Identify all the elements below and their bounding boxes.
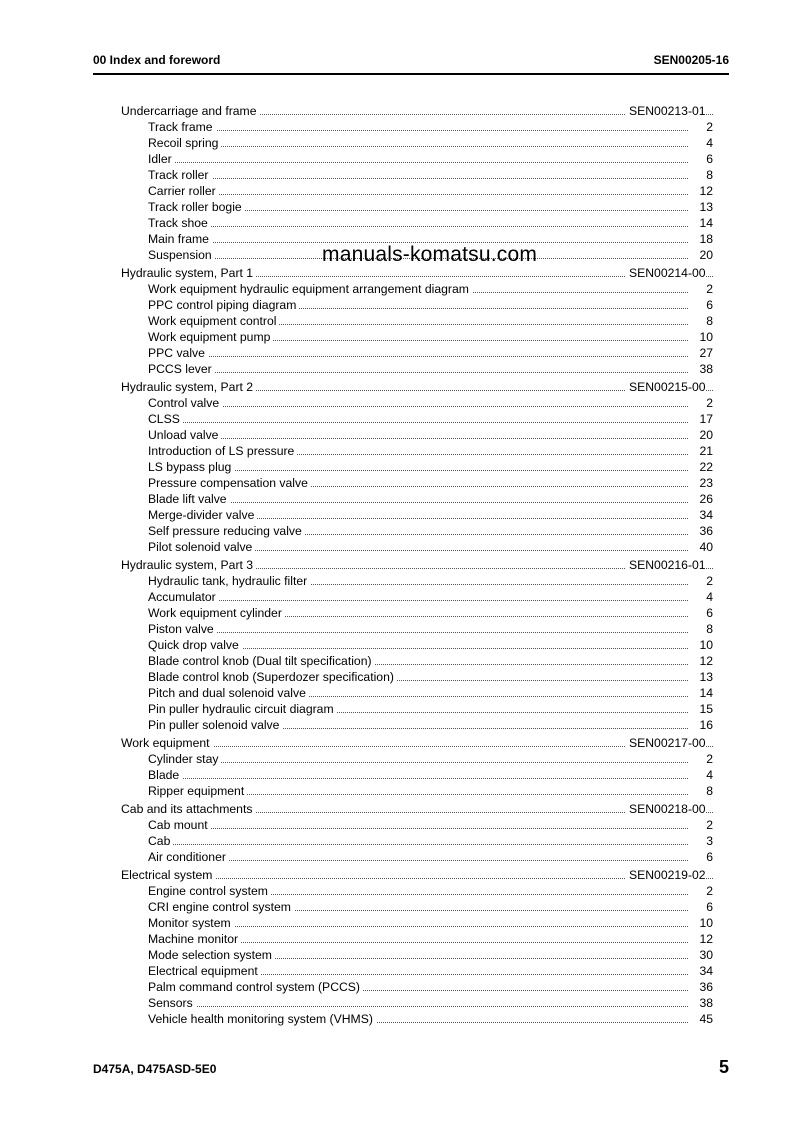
toc-item-title: Track roller bogie	[148, 199, 245, 215]
toc-item-row[interactable]	[0, 411, 794, 427]
toc-item-page: 8	[702, 167, 713, 183]
toc-section-code: SEN00217-00	[626, 735, 706, 751]
toc-item-row[interactable]	[0, 751, 794, 767]
toc-item-row[interactable]	[0, 605, 794, 621]
toc-item-row[interactable]	[0, 297, 794, 313]
toc-item-page: 10	[695, 329, 713, 345]
toc-item-page: 8	[702, 783, 713, 799]
toc-item-title: Engine control system	[148, 883, 271, 899]
toc-item-row[interactable]	[0, 979, 794, 995]
toc-item-row[interactable]	[0, 215, 794, 231]
toc-item-page: 4	[702, 589, 713, 605]
dot-leader	[148, 372, 688, 373]
toc-item-row[interactable]	[0, 539, 794, 555]
watermark-text: manuals-komatsu.com	[322, 243, 538, 266]
toc-item-title: Blade control knob (Dual tilt specification)	[148, 653, 375, 669]
toc-item-page: 13	[695, 199, 713, 215]
toc-item-page: 2	[702, 395, 713, 411]
toc-item-row[interactable]	[0, 395, 794, 411]
toc-item-title: Idler	[148, 151, 175, 167]
toc-item-page: 17	[695, 411, 713, 427]
toc-item-title: Introduction of LS pressure	[148, 443, 297, 459]
toc-section-title: Work equipment	[121, 735, 213, 751]
toc-item-page: 15	[695, 701, 713, 717]
toc-item-page: 26	[695, 491, 713, 507]
toc-item-row[interactable]	[0, 573, 794, 589]
toc-item-row[interactable]	[0, 767, 794, 783]
toc-item-title: Merge-divider valve	[148, 507, 257, 523]
toc-item-row[interactable]	[0, 931, 794, 947]
toc-item-page: 2	[702, 281, 713, 297]
toc-item-row[interactable]	[0, 783, 794, 799]
toc-item-page: 2	[702, 573, 713, 589]
toc-item-page: 4	[702, 135, 713, 151]
toc-item-title: Blade control knob (Superdozer specification)	[148, 669, 397, 685]
toc-item-row[interactable]	[0, 507, 794, 523]
toc-item-title: PPC control piping diagram	[148, 297, 299, 313]
toc-section-row[interactable]	[0, 265, 794, 281]
toc-item-title: Cylinder stay	[148, 751, 221, 767]
toc-item-title: Ripper equipment	[148, 783, 247, 799]
dot-leader	[148, 194, 688, 195]
toc-item-page: 23	[695, 475, 713, 491]
toc-item-title: Carrier roller	[148, 183, 219, 199]
toc-item-row[interactable]	[0, 1011, 794, 1027]
toc-item-page: 6	[702, 899, 713, 915]
toc-item-page: 12	[695, 653, 713, 669]
dot-leader	[148, 860, 688, 861]
toc-item-row[interactable]	[0, 443, 794, 459]
toc-section-row[interactable]	[0, 557, 794, 573]
toc-item-row[interactable]	[0, 491, 794, 507]
toc-item-title: Pilot solenoid valve	[148, 539, 255, 555]
toc-item-title: Pressure compensation valve	[148, 475, 311, 491]
toc-item-title: Blade	[148, 767, 182, 783]
toc-item-row[interactable]	[0, 475, 794, 491]
toc-item-page: 6	[702, 297, 713, 313]
toc-item-row[interactable]	[0, 849, 794, 865]
toc-section-title: Hydraulic system, Part 1	[121, 265, 256, 281]
toc-item-title: Machine monitor	[148, 931, 241, 947]
toc-item-title: Sensors	[148, 995, 196, 1011]
toc-section-title: Hydraulic system, Part 3	[121, 557, 256, 573]
toc-item-title: Cab mount	[148, 817, 211, 833]
toc-item-row[interactable]	[0, 963, 794, 979]
toc-item-page: 40	[695, 539, 713, 555]
toc-item-row[interactable]	[0, 637, 794, 653]
toc-item-page: 6	[702, 605, 713, 621]
toc-item-title: Accumulator	[148, 589, 219, 605]
toc-section-code: SEN00213-01	[626, 103, 706, 119]
toc-section-row[interactable]	[0, 103, 794, 119]
toc-section-code: SEN00219-02	[626, 867, 706, 883]
toc-section-code: SEN00216-01	[626, 557, 706, 573]
toc-item-page: 2	[702, 751, 713, 767]
toc-section-row[interactable]	[0, 801, 794, 817]
table-of-contents	[0, 103, 794, 1027]
toc-item-page: 14	[695, 685, 713, 701]
footer-model: D475A, D475ASD-5E0	[93, 1062, 217, 1076]
toc-item-row[interactable]	[0, 459, 794, 475]
dot-leader	[148, 178, 688, 179]
toc-item-title: Work equipment cylinder	[148, 605, 285, 621]
toc-item-row[interactable]	[0, 281, 794, 297]
toc-item-page: 36	[695, 523, 713, 539]
toc-item-title: Self pressure reducing valve	[148, 523, 305, 539]
toc-item-page: 2	[702, 883, 713, 899]
toc-item-row[interactable]	[0, 701, 794, 717]
toc-item-row[interactable]	[0, 427, 794, 443]
toc-item-page: 2	[702, 119, 713, 135]
toc-item-page: 38	[695, 361, 713, 377]
toc-item-title: LS bypass plug	[148, 459, 234, 475]
toc-item-page: 27	[695, 345, 713, 361]
toc-item-title: Hydraulic tank, hydraulic filter	[148, 573, 310, 589]
toc-item-page: 20	[695, 247, 713, 263]
header-document-code: SEN00205-16	[653, 53, 729, 67]
toc-item-title: Work equipment pump	[148, 329, 273, 345]
toc-item-title: Recoil spring	[148, 135, 221, 151]
toc-item-row[interactable]	[0, 621, 794, 637]
dot-leader	[148, 1006, 688, 1007]
toc-item-row[interactable]	[0, 947, 794, 963]
dot-leader	[148, 828, 688, 829]
toc-item-page: 20	[695, 427, 713, 443]
toc-item-title: Electrical equipment	[148, 963, 261, 979]
dot-leader	[148, 130, 688, 131]
dot-leader	[148, 438, 688, 439]
dot-leader	[148, 146, 688, 147]
toc-item-title: Mode selection system	[148, 947, 275, 963]
header-rule	[93, 73, 729, 75]
toc-item-title: Blade lift valve	[148, 491, 230, 507]
toc-item-row[interactable]	[0, 833, 794, 849]
toc-section-row[interactable]	[0, 379, 794, 395]
toc-item-page: 38	[695, 995, 713, 1011]
toc-item-row[interactable]	[0, 135, 794, 151]
toc-item-row[interactable]	[0, 151, 794, 167]
toc-item-row[interactable]	[0, 995, 794, 1011]
page-header	[93, 53, 729, 69]
toc-item-page: 10	[695, 915, 713, 931]
toc-item-page: 10	[695, 637, 713, 653]
toc-section-title: Electrical system	[121, 867, 215, 883]
toc-item-title: Track shoe	[148, 215, 211, 231]
toc-item-title: PCCS lever	[148, 361, 215, 377]
toc-item-title: Work equipment hydraulic equipment arrangement diagram	[148, 281, 472, 297]
toc-item-page: 8	[702, 621, 713, 637]
toc-item-page: 36	[695, 979, 713, 995]
toc-item-row[interactable]	[0, 817, 794, 833]
toc-item-row[interactable]	[0, 899, 794, 915]
toc-item-title: CRI engine control system	[148, 899, 294, 915]
toc-item-title: Air conditioner	[148, 849, 229, 865]
toc-section-title: Hydraulic system, Part 2	[121, 379, 256, 395]
toc-item-row[interactable]	[0, 313, 794, 329]
toc-item-page: 30	[695, 947, 713, 963]
toc-item-title: PPC valve	[148, 345, 208, 361]
toc-item-title: Pin puller hydraulic circuit diagram	[148, 701, 337, 717]
toc-section-code: SEN00214-00	[626, 265, 706, 281]
toc-item-page: 14	[695, 215, 713, 231]
dot-leader	[148, 226, 688, 227]
toc-item-title: Vehicle health monitoring system (VHMS)	[148, 1011, 376, 1027]
toc-item-page: 12	[695, 183, 713, 199]
toc-item-title: Unload valve	[148, 427, 221, 443]
dot-leader	[148, 422, 688, 423]
toc-item-row[interactable]	[0, 653, 794, 669]
toc-item-row[interactable]	[0, 361, 794, 377]
toc-item-title: Pin puller solenoid valve	[148, 717, 282, 733]
toc-item-title: Suspension	[148, 247, 215, 263]
toc-item-row[interactable]	[0, 717, 794, 733]
dot-leader	[148, 778, 688, 779]
toc-item-page: 3	[702, 833, 713, 849]
toc-item-page: 21	[695, 443, 713, 459]
dot-leader	[148, 762, 688, 763]
toc-item-page: 6	[702, 151, 713, 167]
toc-item-page: 2	[702, 817, 713, 833]
toc-item-page: 16	[695, 717, 713, 733]
header-chapter-title: 00 Index and foreword	[93, 53, 221, 67]
toc-item-row[interactable]	[0, 167, 794, 183]
toc-item-row[interactable]	[0, 119, 794, 135]
toc-item-title: CLSS	[148, 411, 183, 427]
dot-leader	[148, 844, 688, 845]
toc-item-page: 45	[695, 1011, 713, 1027]
toc-section-row[interactable]	[0, 735, 794, 751]
toc-item-page: 34	[695, 507, 713, 523]
toc-section-code: SEN00218-00	[626, 801, 706, 817]
toc-item-title: Piston valve	[148, 621, 217, 637]
toc-item-page: 4	[702, 767, 713, 783]
dot-leader	[148, 632, 688, 633]
toc-item-title: Control valve	[148, 395, 222, 411]
toc-section-row[interactable]	[0, 867, 794, 883]
footer-page-number: 5	[718, 1057, 729, 1077]
toc-item-row[interactable]	[0, 883, 794, 899]
toc-item-row[interactable]	[0, 183, 794, 199]
toc-item-title: Monitor system	[148, 915, 234, 931]
toc-item-page: 22	[695, 459, 713, 475]
toc-item-row[interactable]	[0, 915, 794, 931]
toc-item-title: Palm command control system (PCCS)	[148, 979, 363, 995]
toc-item-title: Main frame	[148, 231, 212, 247]
toc-item-page: 12	[695, 931, 713, 947]
toc-item-row[interactable]	[0, 329, 794, 345]
dot-leader	[148, 162, 688, 163]
toc-item-title: Pitch and dual solenoid valve	[148, 685, 309, 701]
toc-item-page: 18	[695, 231, 713, 247]
toc-item-page: 8	[702, 313, 713, 329]
toc-item-title: Track frame	[148, 119, 216, 135]
toc-item-title: Quick drop valve	[148, 637, 242, 653]
toc-item-row[interactable]	[0, 199, 794, 215]
toc-item-row[interactable]	[0, 523, 794, 539]
toc-item-row[interactable]	[0, 589, 794, 605]
dot-leader	[148, 600, 688, 601]
toc-item-page: 6	[702, 849, 713, 865]
dot-leader	[148, 406, 688, 407]
toc-item-row[interactable]	[0, 345, 794, 361]
toc-item-title: Track roller	[148, 167, 212, 183]
toc-item-title: Work equipment control	[148, 313, 279, 329]
toc-item-row[interactable]	[0, 669, 794, 685]
toc-section-code: SEN00215-00	[626, 379, 706, 395]
toc-item-page: 13	[695, 669, 713, 685]
toc-section-title: Undercarriage and frame	[121, 103, 260, 119]
toc-item-page: 34	[695, 963, 713, 979]
toc-section-title: Cab and its attachments	[121, 801, 255, 817]
toc-item-title: Cab	[148, 833, 173, 849]
dot-leader	[148, 356, 688, 357]
toc-item-row[interactable]	[0, 685, 794, 701]
